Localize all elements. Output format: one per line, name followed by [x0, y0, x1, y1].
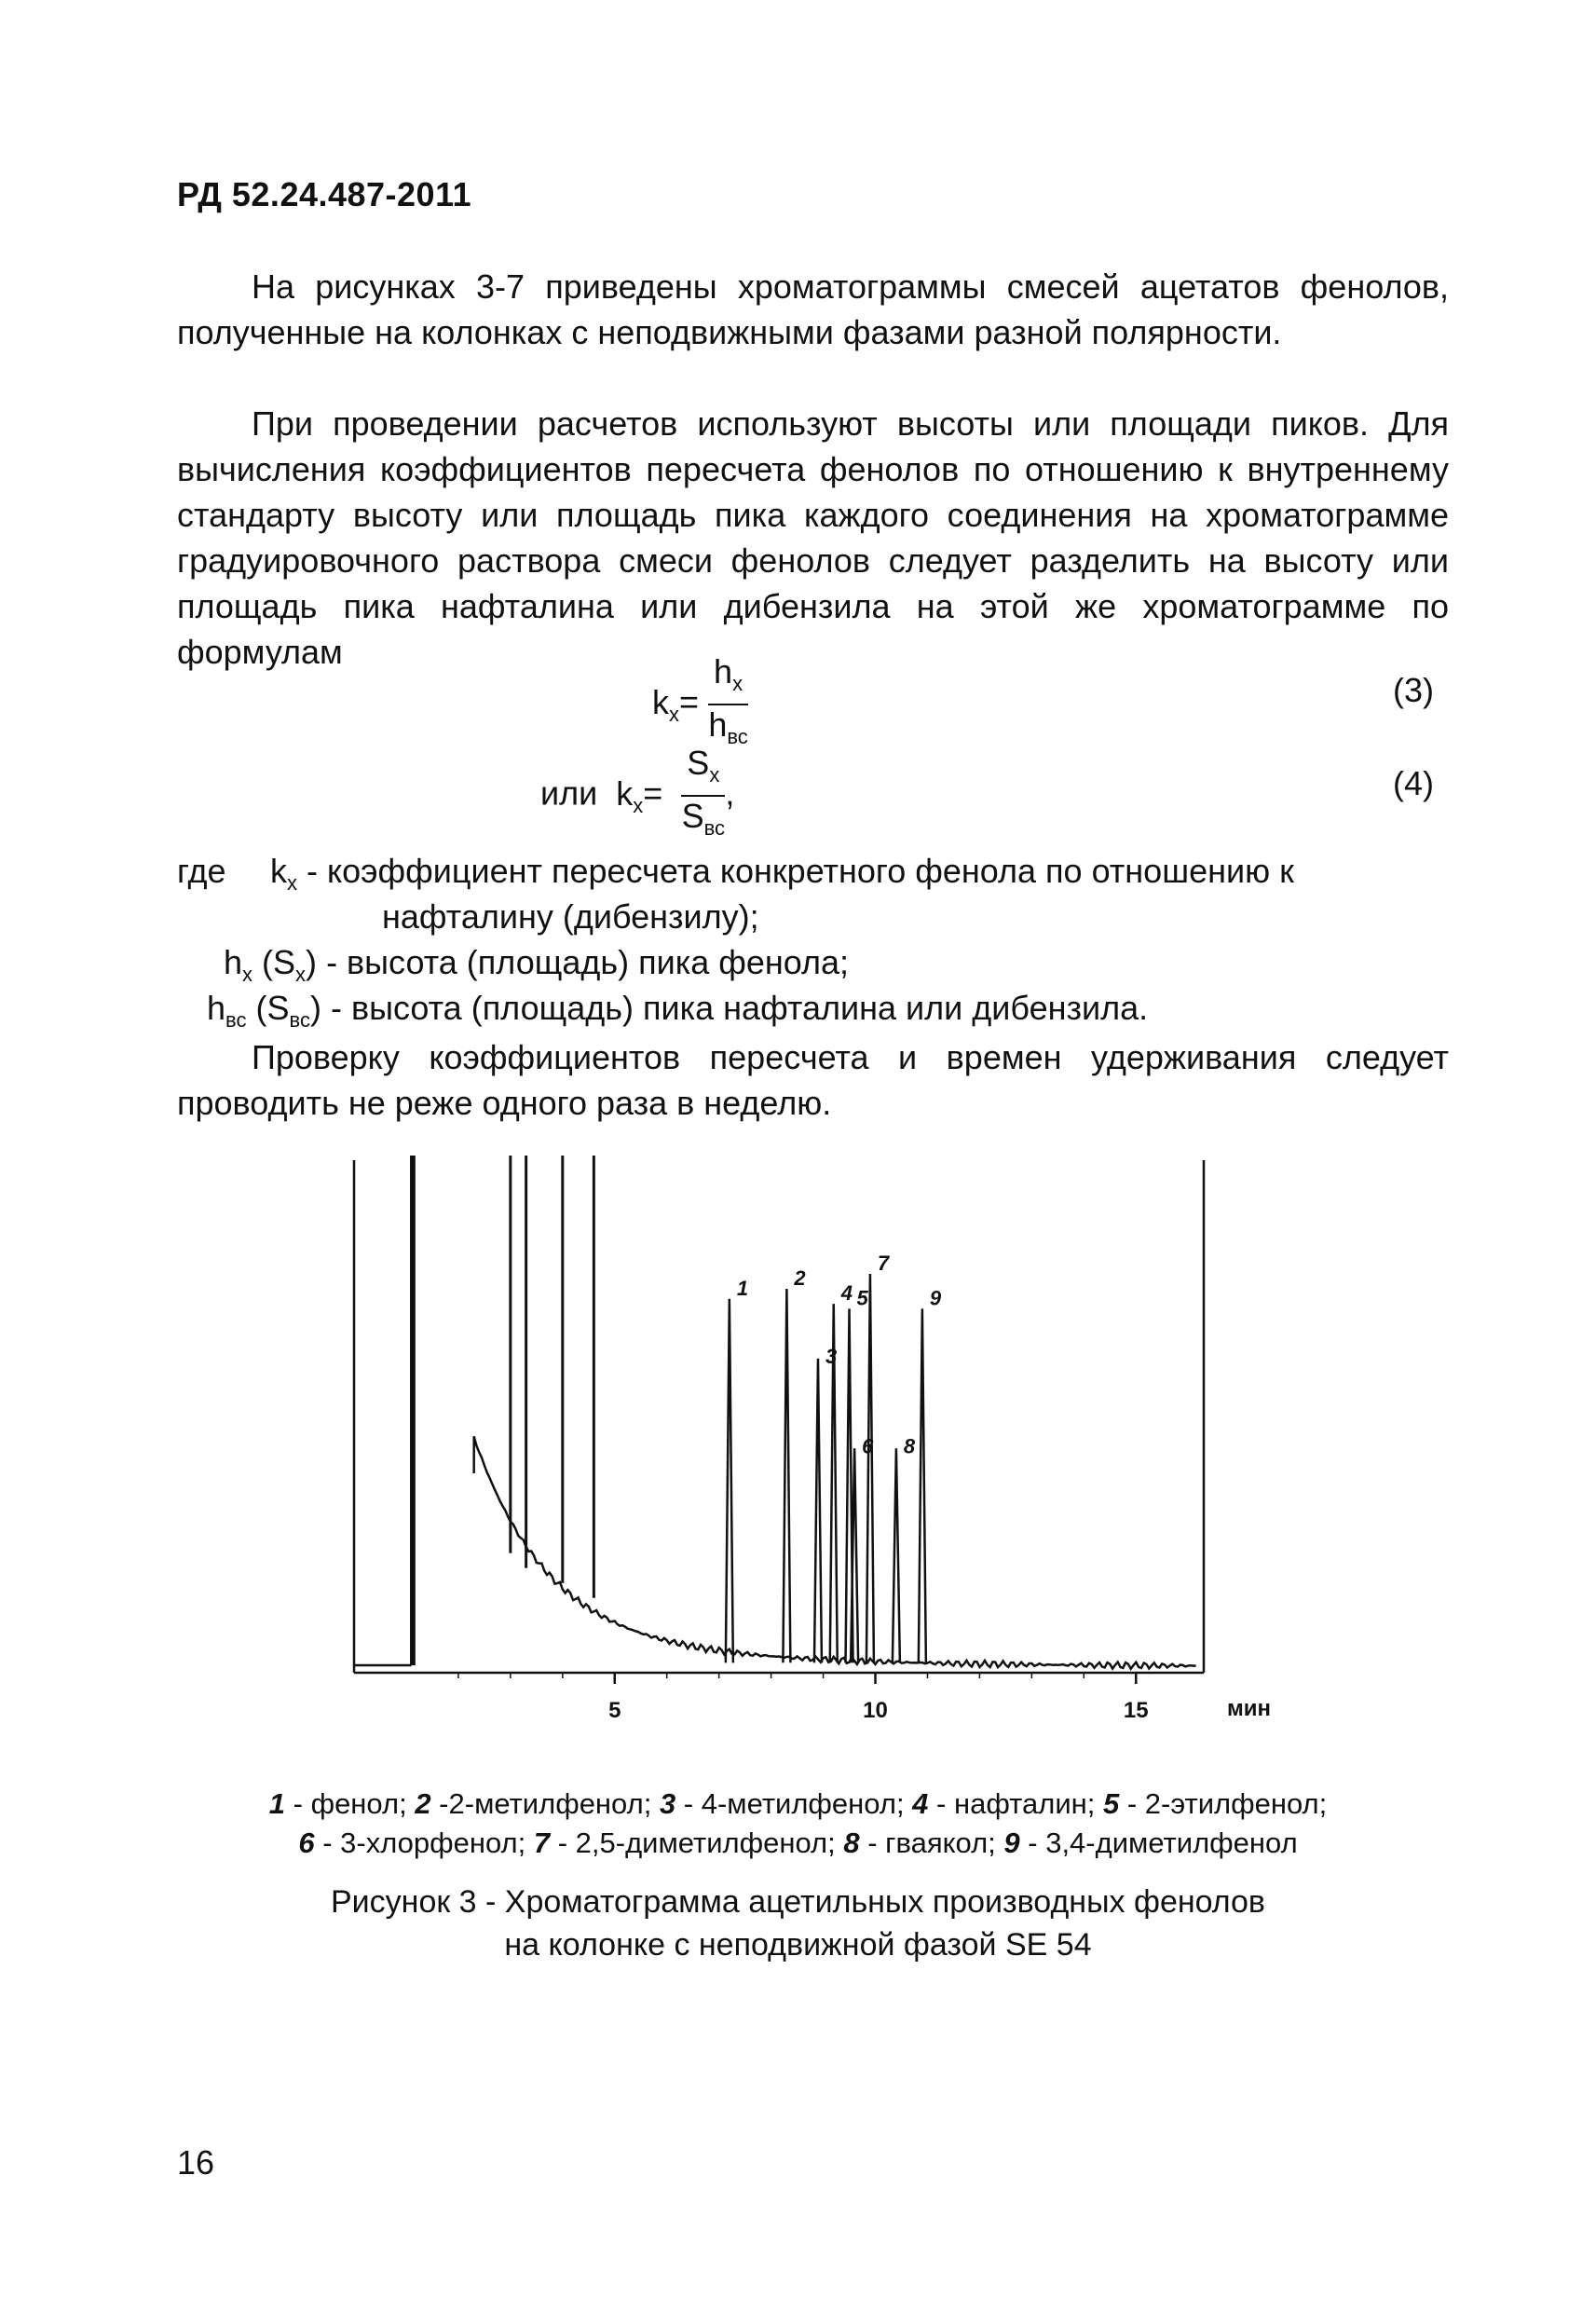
legend-item-text-2: -2-метилфенол;: [430, 1787, 660, 1820]
legend-item-text-8: - гваякол;: [859, 1826, 1004, 1859]
x-tick-label-5: 5: [608, 1698, 621, 1723]
legend-item-text-3: - 4-метилфенол;: [675, 1787, 913, 1820]
legend-item-text-1: - фенол;: [285, 1787, 416, 1820]
peak-label-6: 6: [862, 1434, 874, 1458]
peak-label-4: 4: [840, 1281, 853, 1306]
peak-label-7: 7: [877, 1252, 890, 1275]
formula-3-lhs: $k_x$: [652, 682, 679, 726]
formula-4-prefix: или: [540, 773, 598, 813]
definition-hx: $h_x$ $(S_x)$ - высота (площадь) пика фенола;: [224, 943, 850, 987]
legend-item-text-6: - 3-хлорфенол;: [314, 1826, 534, 1859]
legend-item-text-5: - 2-этилфенол;: [1119, 1787, 1328, 1820]
legend-item-number-9: 9: [1003, 1826, 1020, 1859]
formula-3-eq: =: [679, 682, 700, 721]
peak-8: [893, 1448, 900, 1662]
formula-4: [540, 744, 734, 848]
page-number: 16: [177, 2143, 215, 2182]
peak-label-5: 5: [856, 1286, 868, 1310]
x-tick-label-15: 15: [1123, 1698, 1149, 1723]
formula-3-fraction: $\frac{h_x}{h_{вс}}$: [708, 652, 748, 749]
formula-4-lhs: $k_x$: [616, 773, 644, 817]
legend-item-text-9: - 3,4-диметилфенол: [1019, 1826, 1298, 1859]
legend-item-number-7: 7: [533, 1826, 551, 1859]
definition-hbc: $h_{вс}$ $(S_{вс})$ - высота (площадь) пика нафталина или дибензила.: [207, 989, 1149, 1033]
legend-item-number-8: 8: [843, 1826, 860, 1859]
legend-item-number-2: 2: [415, 1787, 431, 1820]
definition-kx-continued: нафталину (дибензилу);: [382, 897, 759, 936]
peak-2: [783, 1289, 790, 1662]
peak-1: [726, 1299, 733, 1663]
formula-4-eq: =: [643, 773, 663, 813]
definitions-where: где: [177, 852, 226, 890]
solvent-front-peaks: [412, 1156, 594, 1665]
legend-item-text-4: - нафталин;: [928, 1787, 1103, 1820]
legend-item-number-5: 5: [1103, 1787, 1120, 1820]
figure-legend: [149, 1785, 1447, 1863]
legend-item-number-6: 6: [298, 1826, 315, 1859]
peak-7: [866, 1274, 874, 1662]
chromatogram-chart: [335, 1146, 1304, 1761]
figure-caption: [149, 1881, 1447, 1966]
peak-label-1: 1: [736, 1276, 749, 1300]
analyte-peaks: [726, 1252, 942, 1662]
chart-axes: [354, 1160, 1204, 1673]
formula-3: [652, 652, 748, 757]
legend-item-text-7: - 2,5-диметилфенол;: [550, 1826, 844, 1859]
formula-4-fraction: $\frac{S_x}{S_{вс}}$: [681, 744, 726, 841]
x-axis-label: мин: [1227, 1696, 1272, 1721]
caption-line-1: Рисунок 3 - Хроматограмма ацетильных производных фенолов: [331, 1884, 1265, 1920]
peak-label-9: 9: [929, 1286, 942, 1310]
legend-line-2: [149, 1824, 1447, 1863]
legend-item-number-3: 3: [659, 1787, 676, 1820]
peak-label-8: 8: [903, 1434, 916, 1458]
document-code-header: РД 52.24.487-2011: [177, 175, 472, 213]
paragraph-intro: На рисунках 3-7 приведены хроматограммы смесей ацетатов фенолов, полученные на колонках с неподвижными фазами разной полярности.: [177, 267, 1449, 351]
chromatogram-figure: [335, 1146, 1304, 1766]
peak-label-3: 3: [825, 1344, 838, 1368]
formula-4-comma: ,: [725, 773, 735, 813]
legend-line-1: [149, 1785, 1447, 1824]
definition-kx: $k_x$ - коэффициент пересчета конкретного фенола по отношению к: [270, 852, 1294, 896]
peak-label-2: 2: [794, 1266, 806, 1291]
peak-9: [919, 1308, 926, 1662]
x-tick-label-10: 10: [863, 1698, 888, 1723]
paragraph-calculation: При проведении расчетов используют высоты или площади пиков. Для вычисления коэффициентов пересчета фенолов по отношению к внутреннему стандарту высоту или площадь пика каждого соединения на хроматограмме градуировочного раствора смеси фенолов следует разделить на высоту или площадь пика нафталина или дибензила на этой же хроматограмме по формулам: [177, 404, 1449, 671]
x-axis-ticks: [458, 1673, 1149, 1723]
formula-3-number: (3): [1393, 671, 1434, 709]
caption-line-2: на колонке с неподвижной фазой SE 54: [504, 1927, 1092, 1963]
legend-item-number-1: 1: [268, 1787, 286, 1820]
paragraph-verification: Проверку коэффициентов пересчета и времен удерживания следует проводить не реже одного раза в неделю.: [177, 1038, 1449, 1122]
formula-4-number: (4): [1393, 764, 1434, 802]
peak-3: [814, 1359, 822, 1662]
legend-item-number-4: 4: [912, 1787, 929, 1820]
